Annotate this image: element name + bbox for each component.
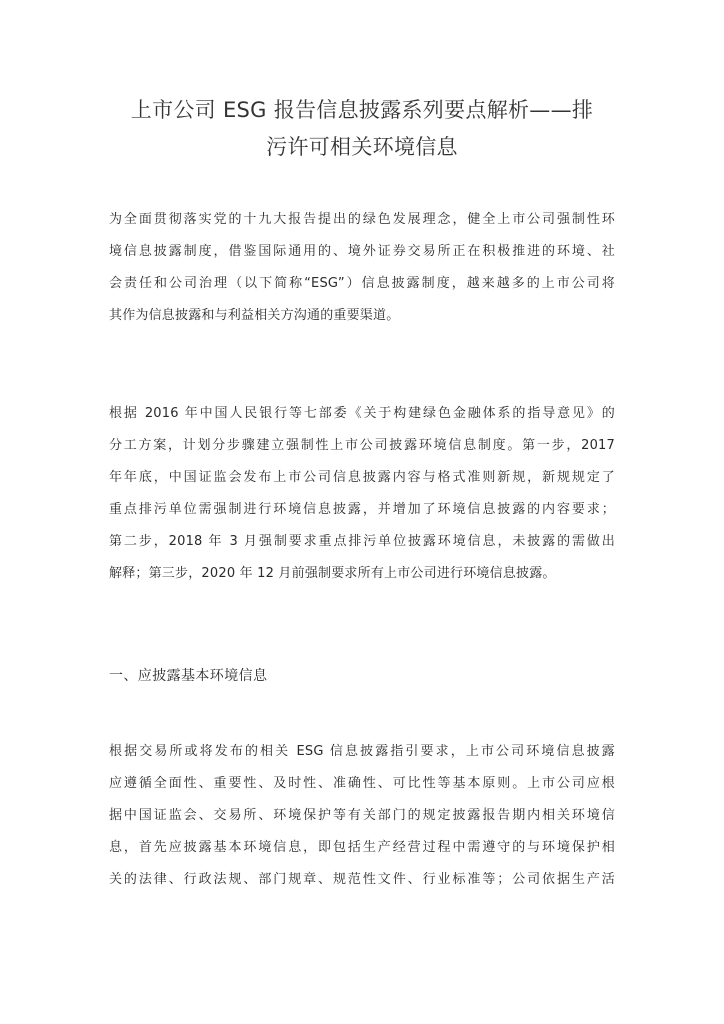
paragraph-line: 为全面贯彻落实党的十九大报告提出的绿色发展理念，健全上市公司强制性环 <box>109 212 615 227</box>
title-line: 污许可相关环境信息 <box>266 135 458 159</box>
paragraph-line: 会责任和公司治理（以下简称“ESG”）信息披露制度，越来越多的上市公司将 <box>109 276 615 291</box>
intro-paragraph <box>109 204 615 332</box>
paragraph-line: 根据 2016 年中国人民银行等七部委《关于构建绿色金融体系的指导意见》的 <box>109 406 615 421</box>
paragraph-line: 应遵循全面性、重要性、及时性、准确性、可比性等基本原则。上市公司应根 <box>109 776 615 791</box>
section-body-paragraph <box>109 736 615 896</box>
paragraph-line: 年年底，中国证监会发布上市公司信息披露内容与格式准则新规，新规规定了 <box>109 470 615 485</box>
section-heading: 一、应披露基本环境信息 <box>109 668 268 684</box>
paragraph-line: 关的法律、行政法规、部门规章、规范性文件、行业标准等；公司依据生产活 <box>109 872 615 887</box>
paragraph-line: 重点排污单位需强制进行环境信息披露，并增加了环境信息披露的内容要求； <box>109 502 615 517</box>
paragraph-line: 据中国证监会、交易所、环境保护等有关部门的规定披露报告期内相关环境信 <box>109 808 615 823</box>
paragraph-line: 第二步，2018 年 3 月强制要求重点排污单位披露环境信息，未披露的需做出 <box>109 534 615 549</box>
paragraph-line: 分工方案，计划分步骤建立强制性上市公司披露环境信息制度。第一步，2017 <box>109 438 615 453</box>
document-title <box>90 92 634 166</box>
paragraph-line: 其作为信息披露和与利益相关方沟通的重要渠道。 <box>109 308 400 323</box>
paragraph-line: 解释；第三步，2020 年 12 月前强制要求所有上市公司进行环境信息披露。 <box>109 566 556 581</box>
paragraph-line: 境信息披露制度，借鉴国际通用的、境外证券交易所正在积极推进的环境、社 <box>109 244 615 259</box>
title-line: 上市公司 ESG 报告信息披露系列要点解析——排 <box>130 98 594 122</box>
policy-background-paragraph <box>109 398 615 590</box>
paragraph-line: 息，首先应披露基本环境信息，即包括生产经营过程中需遵守的与环境保护相 <box>109 840 615 855</box>
paragraph-line: 根据交易所或将发布的相关 ESG 信息披露指引要求，上市公司环境信息披露 <box>109 744 615 759</box>
